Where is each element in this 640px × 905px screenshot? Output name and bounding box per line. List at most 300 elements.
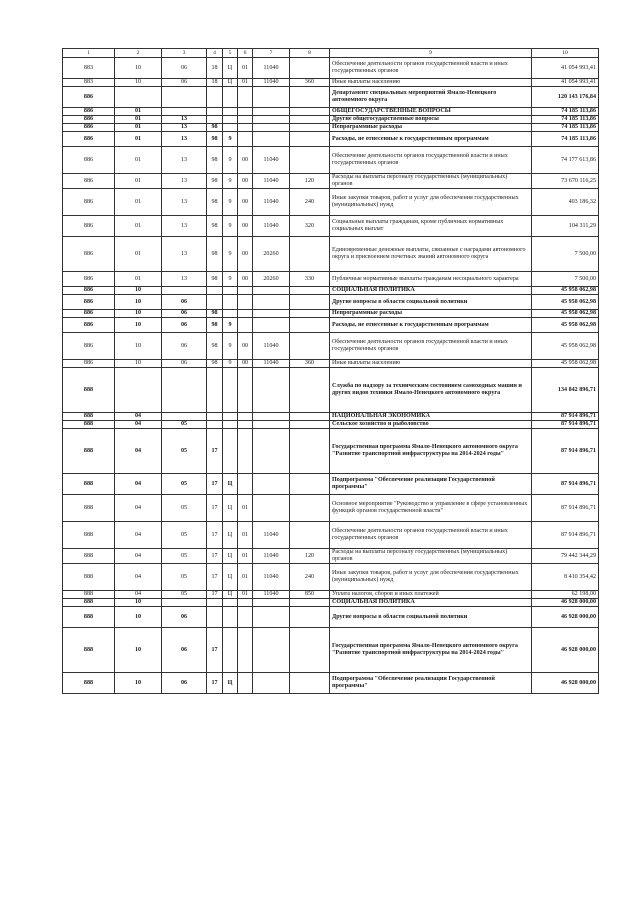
table-row	[63, 549, 599, 564]
table-row	[63, 522, 599, 549]
program-code-cell: 98	[207, 272, 223, 287]
program-code-cell: 98	[207, 124, 223, 132]
program-code-cell: 98	[207, 132, 223, 147]
subprogram-code-cell	[223, 287, 238, 295]
direction-code-cell	[253, 599, 290, 607]
ministry-code-cell: 888	[63, 495, 115, 522]
subsection-code-cell: 05	[162, 522, 207, 549]
subsection-code-cell	[162, 87, 207, 108]
ministry-code-cell: 886	[63, 132, 115, 147]
amount-cell: 45 958 062,98	[532, 295, 599, 310]
section-code-cell: 10	[115, 79, 162, 87]
subsection-code-cell	[162, 413, 207, 421]
direction-code-cell: 11040	[253, 216, 290, 237]
ministry-code-cell: 888	[63, 607, 115, 628]
table-row	[63, 599, 599, 607]
subsection-code-cell: 06	[162, 79, 207, 87]
section-code-cell: 04	[115, 549, 162, 564]
budget-table-body	[63, 58, 599, 694]
direction-code-cell: 11040	[253, 522, 290, 549]
amount-cell: 46 928 000,00	[532, 599, 599, 607]
subprogram-code-cell	[223, 116, 238, 124]
program-code-cell: 98	[207, 189, 223, 216]
subsection-code-cell: 06	[162, 607, 207, 628]
amount-cell: 41 054 993,41	[532, 79, 599, 87]
event-code-cell	[238, 421, 253, 429]
ministry-code-cell: 886	[63, 174, 115, 189]
section-code-cell: 01	[115, 147, 162, 174]
event-code-cell	[238, 413, 253, 421]
direction-code-cell: 11040	[253, 549, 290, 564]
amount-cell: 87 914 896,71	[532, 474, 599, 495]
column-number-header: 8	[290, 49, 330, 58]
direction-code-cell	[253, 673, 290, 694]
expense-type-code-cell	[290, 522, 330, 549]
program-code-cell	[207, 108, 223, 116]
program-code-cell: 18	[207, 58, 223, 79]
section-code-cell: 01	[115, 132, 162, 147]
subprogram-code-cell	[223, 628, 238, 673]
expense-type-code-cell	[290, 310, 330, 318]
subsection-code-cell: 06	[162, 673, 207, 694]
subprogram-code-cell: 9	[223, 147, 238, 174]
column-number-header: 1	[63, 49, 115, 58]
subsection-code-cell: 13	[162, 272, 207, 287]
table-row	[63, 147, 599, 174]
item-name-cell: Служба по надзору за техническим состоянием самоходных машин и других видов техники Ямало-Ненецкого автономного округа	[330, 368, 532, 413]
item-name-cell: Другие общегосударственные вопросы	[330, 116, 532, 124]
program-code-cell: 98	[207, 333, 223, 360]
amount-cell: 120 143 176,84	[532, 87, 599, 108]
direction-code-cell	[253, 287, 290, 295]
subprogram-code-cell: 9	[223, 360, 238, 368]
amount-cell: 87 914 896,71	[532, 429, 599, 474]
direction-code-cell	[253, 607, 290, 628]
column-number-header: 9	[330, 49, 532, 58]
column-number-header: 4	[207, 49, 223, 58]
subprogram-code-cell	[223, 429, 238, 474]
ministry-code-cell: 886	[63, 87, 115, 108]
expense-type-code-cell: 120	[290, 549, 330, 564]
column-number-header: 5	[223, 49, 238, 58]
ministry-code-cell: 886	[63, 108, 115, 116]
program-code-cell: 98	[207, 237, 223, 272]
expense-type-code-cell	[290, 124, 330, 132]
amount-cell: 46 928 000,00	[532, 628, 599, 673]
expense-type-code-cell	[290, 599, 330, 607]
table-row	[63, 174, 599, 189]
subprogram-code-cell	[223, 87, 238, 108]
amount-cell: 46 928 000,00	[532, 607, 599, 628]
program-code-cell: 17	[207, 474, 223, 495]
amount-cell: 87 914 896,71	[532, 421, 599, 429]
program-code-cell	[207, 295, 223, 310]
section-code-cell: 10	[115, 607, 162, 628]
program-code-cell: 18	[207, 79, 223, 87]
direction-code-cell: 11040	[253, 58, 290, 79]
program-code-cell	[207, 599, 223, 607]
ministry-code-cell: 888	[63, 522, 115, 549]
ministry-code-cell: 886	[63, 272, 115, 287]
program-code-cell: 17	[207, 549, 223, 564]
event-code-cell	[238, 628, 253, 673]
subprogram-code-cell	[223, 108, 238, 116]
amount-cell: 45 958 062,98	[532, 318, 599, 333]
table-row	[63, 333, 599, 360]
subsection-code-cell: 05	[162, 591, 207, 599]
table-row	[63, 673, 599, 694]
event-code-cell	[238, 132, 253, 147]
subprogram-code-cell: Ц	[223, 79, 238, 87]
ministry-code-cell: 886	[63, 287, 115, 295]
expense-type-code-cell	[290, 87, 330, 108]
item-name-cell: Другие вопросы в области социальной политики	[330, 295, 532, 310]
section-code-cell: 04	[115, 495, 162, 522]
column-number-header-row	[63, 49, 599, 58]
ministry-code-cell: 888	[63, 628, 115, 673]
column-number-header: 7	[253, 49, 290, 58]
subprogram-code-cell: 9	[223, 189, 238, 216]
subsection-code-cell: 13	[162, 216, 207, 237]
event-code-cell	[238, 87, 253, 108]
ministry-code-cell: 886	[63, 360, 115, 368]
table-row	[63, 564, 599, 591]
item-name-cell: Расходы на выплаты персоналу государственных (муниципальных) органов	[330, 174, 532, 189]
table-row	[63, 189, 599, 216]
expense-type-code-cell	[290, 474, 330, 495]
item-name-cell: Обеспечение деятельности органов государственной власти и иных государственных органов	[330, 58, 532, 79]
ministry-code-cell: 886	[63, 318, 115, 333]
item-name-cell: Другие вопросы в области социальной политики	[330, 607, 532, 628]
event-code-cell	[238, 108, 253, 116]
table-row	[63, 216, 599, 237]
subsection-code-cell: 06	[162, 333, 207, 360]
subprogram-code-cell: Ц	[223, 549, 238, 564]
subsection-code-cell: 13	[162, 237, 207, 272]
direction-code-cell	[253, 368, 290, 413]
section-code-cell: 01	[115, 174, 162, 189]
item-name-cell: Расходы на выплаты персоналу государственных (муниципальных) органов	[330, 549, 532, 564]
expense-type-code-cell: 850	[290, 591, 330, 599]
table-row	[63, 237, 599, 272]
ministry-code-cell: 883	[63, 79, 115, 87]
direction-code-cell	[253, 87, 290, 108]
table-row	[63, 79, 599, 87]
direction-code-cell: 11040	[253, 564, 290, 591]
section-code-cell: 01	[115, 108, 162, 116]
expense-type-code-cell	[290, 295, 330, 310]
amount-cell: 7 500,00	[532, 237, 599, 272]
direction-code-cell	[253, 495, 290, 522]
expense-type-code-cell	[290, 495, 330, 522]
ministry-code-cell: 888	[63, 474, 115, 495]
section-code-cell: 10	[115, 318, 162, 333]
direction-code-cell	[253, 116, 290, 124]
subsection-code-cell: 05	[162, 474, 207, 495]
table-row	[63, 58, 599, 79]
item-name-cell: Расходы, не отнесенные к государственным программам	[330, 318, 532, 333]
section-code-cell: 10	[115, 310, 162, 318]
subprogram-code-cell: 9	[223, 237, 238, 272]
amount-cell: 87 914 896,71	[532, 522, 599, 549]
direction-code-cell: 20260	[253, 237, 290, 272]
amount-cell: 74 185 113,86	[532, 124, 599, 132]
ministry-code-cell: 888	[63, 673, 115, 694]
column-number-header: 6	[238, 49, 253, 58]
budget-table	[62, 48, 599, 694]
item-name-cell: Иные выплаты населению	[330, 79, 532, 87]
table-row	[63, 318, 599, 333]
section-code-cell: 01	[115, 189, 162, 216]
expense-type-code-cell	[290, 413, 330, 421]
section-code-cell: 01	[115, 124, 162, 132]
table-row	[63, 108, 599, 116]
program-code-cell	[207, 116, 223, 124]
amount-cell: 41 054 993,41	[532, 58, 599, 79]
item-name-cell: Иные закупки товаров, работ и услуг для обеспечения государственных (муниципальных) нужд	[330, 189, 532, 216]
column-number-header: 3	[162, 49, 207, 58]
table-row	[63, 628, 599, 673]
amount-cell: 87 914 896,71	[532, 495, 599, 522]
table-row	[63, 132, 599, 147]
event-code-cell	[238, 295, 253, 310]
expense-type-code-cell	[290, 147, 330, 174]
event-code-cell: 00	[238, 147, 253, 174]
item-name-cell: Единовременные денежные выплаты, связанные с наградами автономного округа и присвоением почетных званий автономного округа	[330, 237, 532, 272]
direction-code-cell	[253, 413, 290, 421]
ministry-code-cell: 888	[63, 549, 115, 564]
event-code-cell: 00	[238, 174, 253, 189]
event-code-cell: 00	[238, 189, 253, 216]
item-name-cell: Обеспечение деятельности органов государственной власти и иных государственных органов	[330, 522, 532, 549]
table-row	[63, 287, 599, 295]
item-name-cell: ОБЩЕГОСУДАРСТВЕННЫЕ ВОПРОСЫ	[330, 108, 532, 116]
event-code-cell: 01	[238, 564, 253, 591]
ministry-code-cell: 886	[63, 295, 115, 310]
ministry-code-cell: 888	[63, 429, 115, 474]
column-number-header: 2	[115, 49, 162, 58]
ministry-code-cell: 886	[63, 216, 115, 237]
subprogram-code-cell: Ц	[223, 495, 238, 522]
section-code-cell: 01	[115, 272, 162, 287]
direction-code-cell	[253, 421, 290, 429]
amount-cell: 45 958 062,98	[532, 310, 599, 318]
table-row	[63, 116, 599, 124]
amount-cell: 45 958 062,98	[532, 287, 599, 295]
table-row	[63, 124, 599, 132]
event-code-cell	[238, 599, 253, 607]
ministry-code-cell: 886	[63, 333, 115, 360]
direction-code-cell	[253, 295, 290, 310]
subsection-code-cell: 13	[162, 116, 207, 124]
section-code-cell: 10	[115, 599, 162, 607]
subsection-code-cell	[162, 599, 207, 607]
event-code-cell	[238, 368, 253, 413]
expense-type-code-cell	[290, 237, 330, 272]
program-code-cell	[207, 287, 223, 295]
section-code-cell: 04	[115, 474, 162, 495]
section-code-cell: 04	[115, 522, 162, 549]
subsection-code-cell: 06	[162, 295, 207, 310]
program-code-cell	[207, 87, 223, 108]
expense-type-code-cell	[290, 108, 330, 116]
event-code-cell: 01	[238, 549, 253, 564]
program-code-cell: 17	[207, 673, 223, 694]
item-name-cell: Обеспечение деятельности органов государственной власти и иных государственных органов	[330, 333, 532, 360]
amount-cell: 87 914 896,71	[532, 413, 599, 421]
program-code-cell: 98	[207, 216, 223, 237]
direction-code-cell	[253, 429, 290, 474]
table-row	[63, 607, 599, 628]
table-row	[63, 360, 599, 368]
table-row	[63, 591, 599, 599]
subsection-code-cell: 06	[162, 58, 207, 79]
table-row	[63, 295, 599, 310]
item-name-cell: Иные закупки товаров, работ и услуг для обеспечения государственных (муниципальных) нужд	[330, 564, 532, 591]
subprogram-code-cell	[223, 421, 238, 429]
direction-code-cell: 11040	[253, 591, 290, 599]
expense-type-code-cell: 360	[290, 79, 330, 87]
expense-type-code-cell	[290, 58, 330, 79]
section-code-cell: 10	[115, 287, 162, 295]
program-code-cell	[207, 421, 223, 429]
expense-type-code-cell	[290, 429, 330, 474]
event-code-cell: 01	[238, 58, 253, 79]
item-name-cell: Государственная программа Ямало-Ненецкого автономного округа "Развитие транспортной инфраструктуры на 2014-2024 годы"	[330, 628, 532, 673]
subsection-code-cell	[162, 108, 207, 116]
section-code-cell: 04	[115, 421, 162, 429]
subprogram-code-cell: Ц	[223, 58, 238, 79]
program-code-cell: 17	[207, 522, 223, 549]
direction-code-cell: 11040	[253, 360, 290, 368]
direction-code-cell: 11040	[253, 189, 290, 216]
expense-type-code-cell	[290, 421, 330, 429]
item-name-cell: Государственная программа Ямало-Ненецкого автономного округа "Развитие транспортной инфраструктуры на 2014-2024 годы"	[330, 429, 532, 474]
direction-code-cell: 11040	[253, 333, 290, 360]
section-code-cell: 10	[115, 628, 162, 673]
subsection-code-cell	[162, 368, 207, 413]
item-name-cell: Непрограммные расходы	[330, 310, 532, 318]
subprogram-code-cell: Ц	[223, 474, 238, 495]
event-code-cell: 00	[238, 216, 253, 237]
program-code-cell: 17	[207, 591, 223, 599]
subprogram-code-cell: Ц	[223, 522, 238, 549]
subprogram-code-cell	[223, 413, 238, 421]
subprogram-code-cell: 9	[223, 216, 238, 237]
section-code-cell: 10	[115, 360, 162, 368]
subsection-code-cell	[162, 287, 207, 295]
amount-cell: 74 185 113,86	[532, 132, 599, 147]
subprogram-code-cell: Ц	[223, 564, 238, 591]
subsection-code-cell: 05	[162, 564, 207, 591]
direction-code-cell: 11040	[253, 174, 290, 189]
subprogram-code-cell: 9	[223, 132, 238, 147]
event-code-cell	[238, 607, 253, 628]
amount-cell: 45 958 062,98	[532, 360, 599, 368]
event-code-cell	[238, 287, 253, 295]
direction-code-cell: 20260	[253, 272, 290, 287]
subprogram-code-cell: Ц	[223, 673, 238, 694]
direction-code-cell	[253, 474, 290, 495]
item-name-cell: Иные выплаты населению	[330, 360, 532, 368]
program-code-cell: 98	[207, 318, 223, 333]
table-row	[63, 429, 599, 474]
item-name-cell: Сельское хозяйство и рыболовство	[330, 421, 532, 429]
column-number-header: 10	[532, 49, 599, 58]
expense-type-code-cell: 330	[290, 272, 330, 287]
program-code-cell: 98	[207, 310, 223, 318]
expense-type-code-cell	[290, 132, 330, 147]
ministry-code-cell: 888	[63, 564, 115, 591]
item-name-cell: Уплата налогов, сборов и иных платежей	[330, 591, 532, 599]
subprogram-code-cell	[223, 295, 238, 310]
event-code-cell: 01	[238, 79, 253, 87]
amount-cell: 134 842 896,71	[532, 368, 599, 413]
expense-type-code-cell	[290, 607, 330, 628]
subsection-code-cell: 13	[162, 174, 207, 189]
subsection-code-cell: 06	[162, 628, 207, 673]
section-code-cell: 01	[115, 237, 162, 272]
event-code-cell: 01	[238, 522, 253, 549]
table-row	[63, 310, 599, 318]
subprogram-code-cell	[223, 310, 238, 318]
subprogram-code-cell: 9	[223, 272, 238, 287]
section-code-cell: 04	[115, 429, 162, 474]
table-row	[63, 474, 599, 495]
direction-code-cell	[253, 124, 290, 132]
amount-cell: 74 185 113,86	[532, 108, 599, 116]
ministry-code-cell: 888	[63, 591, 115, 599]
event-code-cell: 00	[238, 333, 253, 360]
amount-cell: 74 177 613,86	[532, 147, 599, 174]
section-code-cell: 04	[115, 413, 162, 421]
item-name-cell: СОЦИАЛЬНАЯ ПОЛИТИКА	[330, 287, 532, 295]
section-code-cell: 10	[115, 333, 162, 360]
expense-type-code-cell	[290, 673, 330, 694]
item-name-cell: Расходы, не отнесенные к государственным программам	[330, 132, 532, 147]
expense-type-code-cell	[290, 628, 330, 673]
expense-type-code-cell	[290, 318, 330, 333]
direction-code-cell: 11040	[253, 79, 290, 87]
direction-code-cell	[253, 318, 290, 333]
program-code-cell: 17	[207, 628, 223, 673]
amount-cell: 45 958 062,98	[532, 333, 599, 360]
expense-type-code-cell: 360	[290, 360, 330, 368]
subsection-code-cell: 05	[162, 421, 207, 429]
program-code-cell: 17	[207, 429, 223, 474]
item-name-cell: Основное мероприятие "Руководство и управление в сфере установленных функций органов государственной власти"	[330, 495, 532, 522]
section-code-cell	[115, 87, 162, 108]
amount-cell: 79 442 344,29	[532, 549, 599, 564]
subprogram-code-cell	[223, 368, 238, 413]
subprogram-code-cell: 9	[223, 333, 238, 360]
section-code-cell	[115, 368, 162, 413]
ministry-code-cell: 888	[63, 413, 115, 421]
ministry-code-cell: 886	[63, 147, 115, 174]
subprogram-code-cell: 9	[223, 318, 238, 333]
ministry-code-cell: 886	[63, 237, 115, 272]
expense-type-code-cell: 320	[290, 216, 330, 237]
ministry-code-cell: 886	[63, 124, 115, 132]
subprogram-code-cell	[223, 124, 238, 132]
subsection-code-cell: 13	[162, 147, 207, 174]
item-name-cell: Департамент специальных мероприятий Ямало-Ненецкого автономного округа	[330, 87, 532, 108]
item-name-cell: Обеспечение деятельности органов государственной власти и иных государственных органов	[330, 147, 532, 174]
event-code-cell	[238, 310, 253, 318]
subsection-code-cell: 06	[162, 360, 207, 368]
ministry-code-cell: 886	[63, 116, 115, 124]
section-code-cell: 01	[115, 116, 162, 124]
